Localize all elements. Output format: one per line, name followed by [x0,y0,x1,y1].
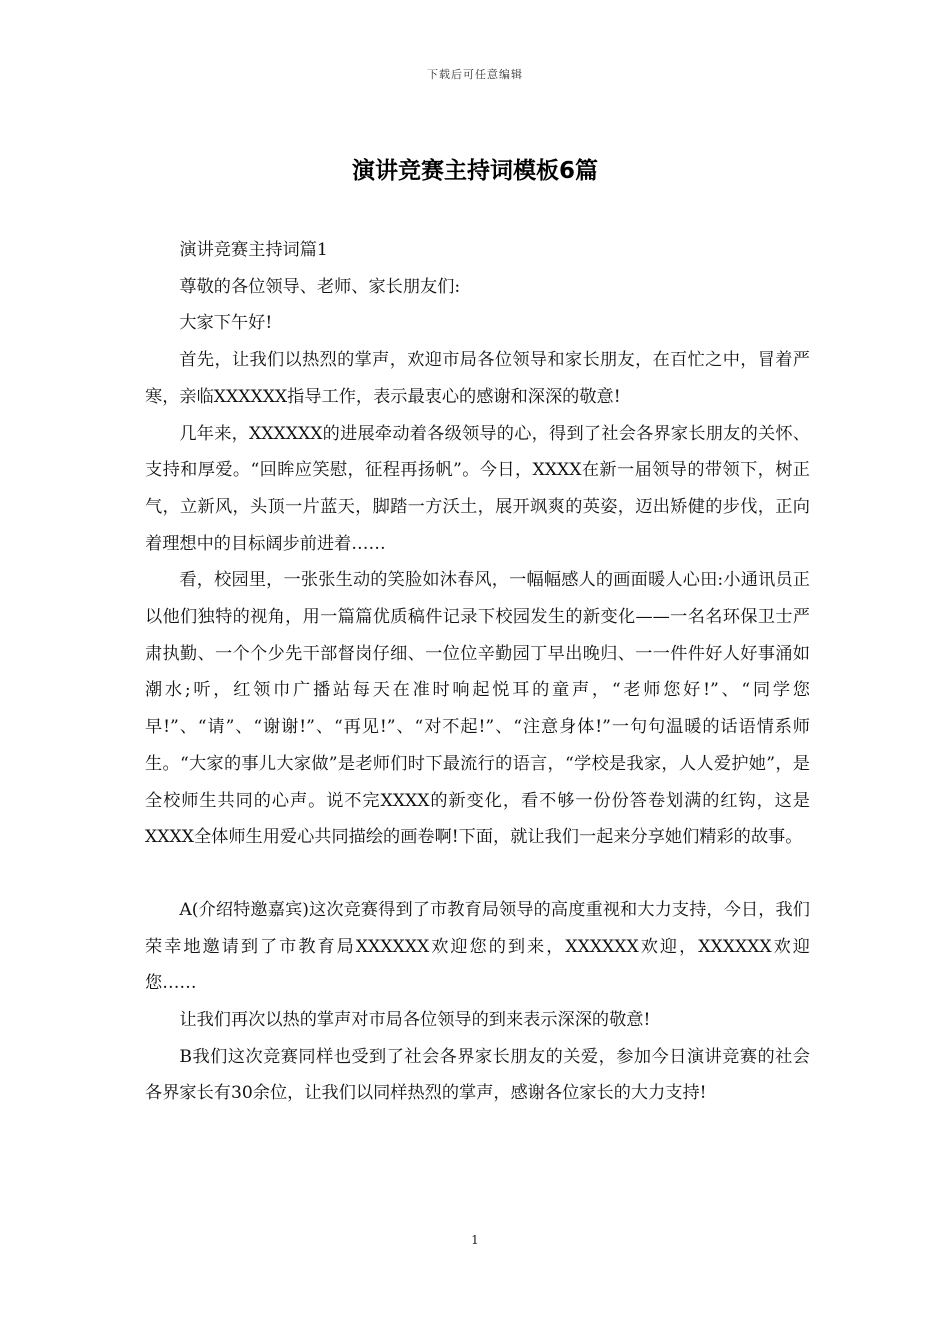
page-number: 1 [471,1233,479,1247]
document-body [145,232,810,1112]
paragraph: 首先，让我们以热烈的掌声，欢迎市局各位领导和家长朋友，在百忙之中，冒着严寒，亲临XXXXXX指导工作，表示最衷心的感谢和深深的敬意! [145,350,810,407]
paragraph: B我们这次竞赛同样也受到了社会各界家长朋友的关爱，参加今日演讲竞赛的社会各界家长有30余位，让我们以同样热烈的掌声，感谢各位家长的大力支持! [145,1046,810,1104]
paragraph: 让我们再次以热的掌声对市局各位领导的到来表示深深的敬意! [179,1010,651,1031]
header-note: 下载后可任意编辑 [427,68,523,81]
document-title: 演讲竞赛主持词模板6篇 [351,158,598,184]
salutation: 尊敬的各位领导、老师、家长朋友们: [179,276,461,297]
greeting: 大家下午好! [179,313,273,334]
paragraph: 几年来，XXXXXX的进展牵动着各级领导的心，得到了社会各界家长朋友的关怀、支持和厚爱。“回眸应笑慰，征程再扬帆”。今日，XXXX在新一届领导的带领下，树正气，立新风，头顶一片蓝天，脚踏一方沃土，展开飒爽的英姿，迈出矫健的步伐，正向着理想中的目标阔步前进着…… [145,423,810,554]
paragraph: 看，校园里，一张张生动的笑脸如沐春风，一幅幅感人的画面暖人心田:小通讯员正以他们独特的视角，用一篇篇优质稿件记录下校园发生的新变化——一名名环保卫士严肃执勤、一个个少先干部督岗仔细、一位位辛勤园丁早出晚归、一一件件好人好事涌如潮水;听，红领巾广播站每天在准时响起悦耳的童声，“老师您好!”、“同学您早!”、“请”、“谢谢!”、“再见!”、“对不起!”、“注意身体!”一句句温暖的话语情系师生。“大家的事儿大家做”是老师们时下最流行的语言，“学校是我家，人人爱护她”，是全校师生共同的心声。说不完XXXX的新变化，看不够一份份答卷划满的红钩，这是XXXX全体师生用爱心共同描绘的画卷啊!下面，就让我们一起来分享她们精彩的故事。 [145,570,810,848]
paragraph-spacer [145,856,810,892]
paragraph: A(介绍特邀嘉宾)这次竞赛得到了市教育局领导的高度重视和大力支持，今日，我们荣幸地邀请到了市教育局XXXXXX欢迎您的到来，XXXXXX欢迎，XXXXXX欢迎您…… [145,899,810,994]
section-heading: 演讲竞赛主持词篇1 [179,240,328,260]
